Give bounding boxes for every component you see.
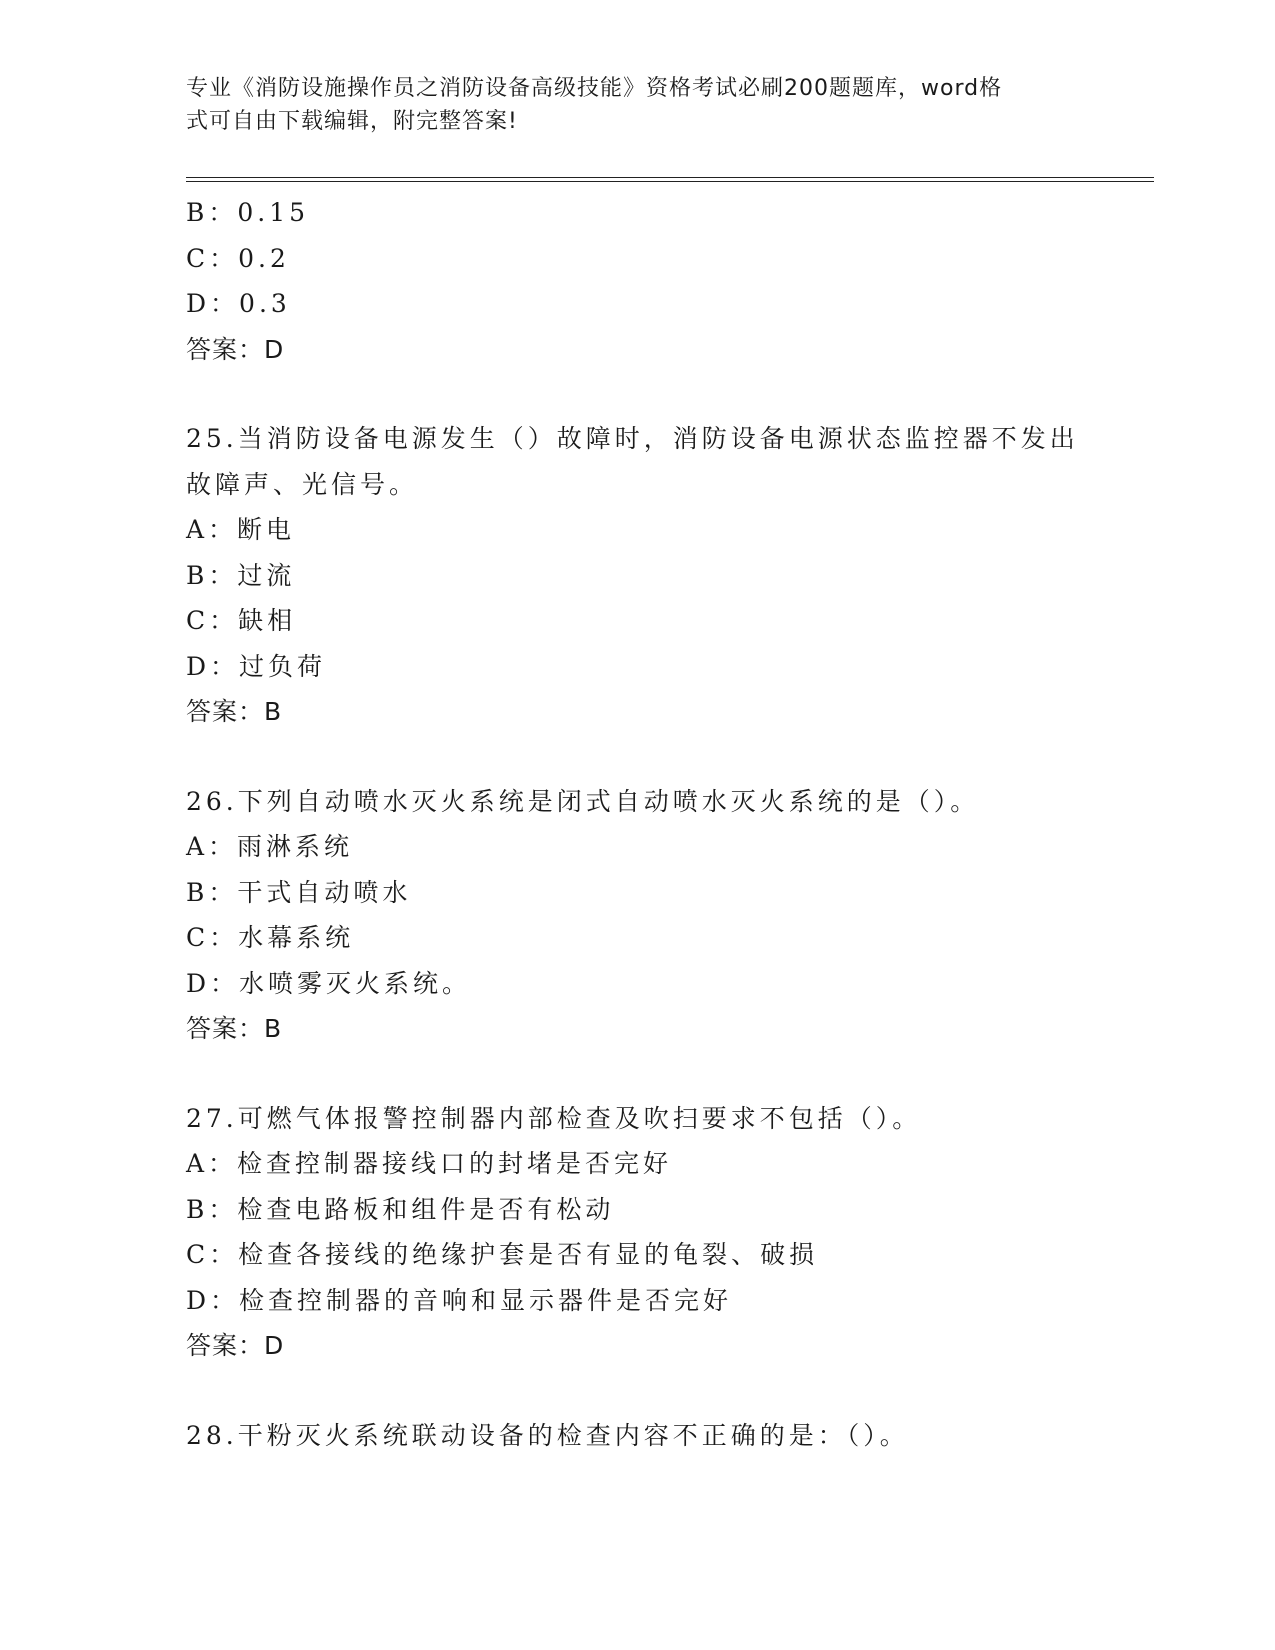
answer: 答案：B — [186, 1014, 283, 1043]
question-text-line-2: 故障声、光信号。 — [186, 469, 419, 499]
question-27 — [186, 1096, 1086, 1369]
header-divider — [186, 177, 1154, 182]
option-c: C：缺相 — [186, 606, 297, 635]
question-25 — [186, 416, 1086, 735]
option-c: C：水幕系统 — [186, 923, 355, 952]
prev-question — [186, 190, 1086, 372]
option-b: B：过流 — [186, 560, 296, 590]
question-content — [186, 190, 1086, 1458]
answer: 答案：D — [186, 1331, 285, 1360]
option-a: A：检查控制器接线口的封堵是否完好 — [186, 1149, 673, 1178]
page-header — [186, 72, 1066, 138]
option-a: A：断电 — [186, 515, 296, 544]
header-line-1: 专业《消防设施操作员之消防设备高级技能》资格考试必刷200题题库，word格 — [186, 76, 1003, 101]
answer: 答案：D — [186, 334, 285, 364]
option-b: B：检查电路板和组件是否有松动 — [186, 1194, 615, 1224]
option-b: B：0.15 — [186, 198, 310, 227]
option-a: A：雨淋系统 — [186, 832, 354, 861]
question-text: 26.下列自动喷水灭火系统是闭式自动喷水灭火系统的是（）。 — [186, 786, 980, 816]
question-28 — [186, 1413, 1086, 1459]
header-line-2: 式可自由下载编辑，附完整答案! — [186, 109, 518, 134]
option-c: C：检查各接线的绝缘护套是否有显的龟裂、破损 — [186, 1240, 819, 1269]
option-d: D：检查控制器的音响和显示器件是否完好 — [186, 1285, 733, 1315]
option-b: B：干式自动喷水 — [186, 877, 412, 907]
question-text-line-1: 25.当消防设备电源发生（）故障时，消防设备电源状态监控器不发出 — [186, 424, 1079, 453]
question-26 — [186, 779, 1086, 1052]
question-text: 28.干粉灭火系统联动设备的检查内容不正确的是：（）。 — [186, 1420, 909, 1450]
question-text: 27.可燃气体报警控制器内部检查及吹扫要求不包括（）。 — [186, 1103, 922, 1133]
option-d: D：水喷雾灭火系统。 — [186, 968, 472, 998]
option-c: C：0.2 — [186, 243, 290, 273]
answer: 答案：B — [186, 697, 283, 726]
option-d: D：0.3 — [186, 289, 291, 318]
option-d: D：过负荷 — [186, 651, 327, 681]
